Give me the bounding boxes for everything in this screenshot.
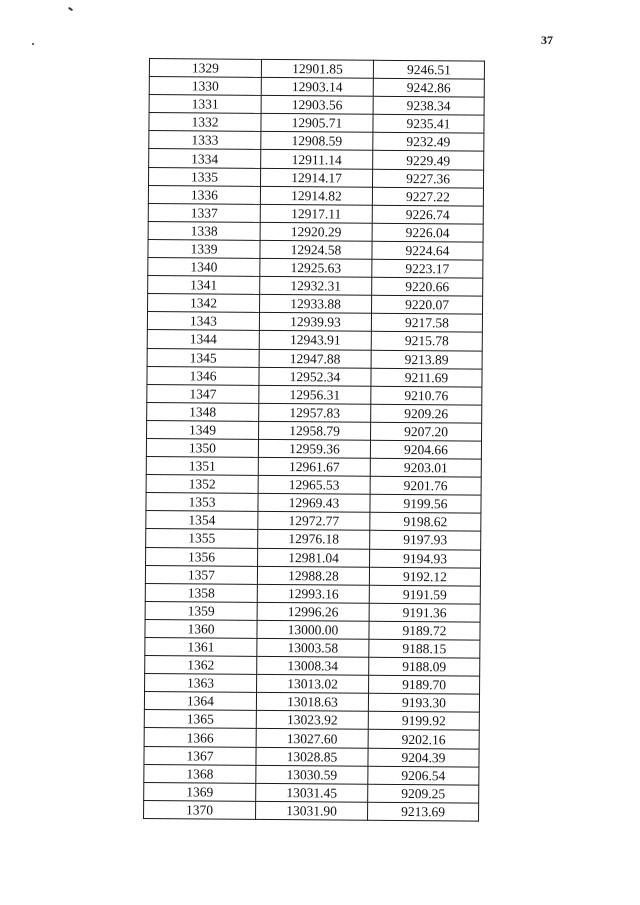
x-coordinate-cell: 12920.29 (260, 222, 372, 241)
table-row (147, 402, 482, 423)
x-coordinate-cell: 12952.34 (259, 367, 371, 386)
x-coordinate-cell: 12901.85 (261, 59, 373, 78)
y-coordinate-cell: 9217.58 (371, 314, 482, 333)
x-coordinate-cell: 12969.43 (258, 494, 370, 513)
point-number-cell: 1344 (147, 330, 259, 349)
table-row (147, 384, 482, 405)
y-coordinate-cell: 9211.69 (371, 368, 482, 387)
x-coordinate-cell: 12903.56 (261, 96, 373, 115)
x-coordinate-cell: 12943.91 (259, 331, 371, 350)
x-coordinate-cell: 12959.36 (258, 439, 370, 458)
y-coordinate-cell: 9227.36 (372, 169, 483, 188)
point-number-cell: 1342 (148, 294, 260, 313)
table-row (144, 692, 479, 713)
point-number-cell: 1357 (145, 565, 257, 584)
y-coordinate-cell: 9201.76 (370, 476, 481, 495)
y-coordinate-cell: 9227.22 (372, 187, 483, 206)
table-row (147, 330, 482, 351)
x-coordinate-cell: 13018.63 (256, 693, 368, 712)
point-number-cell: 1350 (146, 438, 258, 457)
coordinates-table (143, 58, 485, 822)
table-row (147, 420, 482, 441)
table-row (144, 746, 479, 767)
coordinates-table-container (143, 58, 484, 822)
y-coordinate-cell: 9223.17 (372, 259, 483, 278)
point-number-cell: 1341 (148, 276, 260, 295)
table-row (145, 583, 480, 604)
table-row (144, 782, 479, 803)
y-coordinate-cell: 9224.64 (372, 241, 483, 260)
point-number-cell: 1367 (144, 746, 256, 765)
x-coordinate-cell: 12925.63 (260, 258, 372, 277)
y-coordinate-cell: 9197.93 (370, 531, 481, 550)
table-row (145, 619, 480, 640)
point-number-cell: 1360 (145, 619, 257, 638)
y-coordinate-cell: 9193.30 (368, 694, 479, 713)
x-coordinate-cell: 13008.34 (257, 656, 369, 675)
x-coordinate-cell: 13030.59 (256, 765, 368, 784)
point-number-cell: 1329 (149, 59, 261, 78)
y-coordinate-cell: 9199.92 (368, 712, 479, 731)
table-row (148, 276, 483, 297)
point-number-cell: 1362 (145, 656, 257, 675)
x-coordinate-cell: 13000.00 (257, 620, 369, 639)
y-coordinate-cell: 9215.78 (371, 332, 482, 351)
table-row (146, 547, 481, 568)
scan-speck (32, 43, 34, 45)
y-coordinate-cell: 9206.54 (368, 766, 479, 785)
table-row (144, 800, 479, 821)
y-coordinate-cell: 9188.09 (369, 657, 480, 676)
x-coordinate-cell: 12981.04 (258, 548, 370, 567)
point-number-cell: 1369 (144, 782, 256, 801)
y-coordinate-cell: 9204.66 (370, 440, 481, 459)
point-number-cell: 1353 (146, 493, 258, 512)
table-row (144, 728, 479, 749)
point-number-cell: 1330 (149, 77, 261, 96)
table-row (147, 366, 482, 387)
y-coordinate-cell: 9209.25 (368, 784, 479, 803)
point-number-cell: 1355 (146, 529, 258, 548)
table-row (145, 565, 480, 586)
y-coordinate-cell: 9238.34 (373, 96, 484, 115)
table-row (146, 529, 481, 550)
x-coordinate-cell: 12933.88 (260, 295, 372, 314)
x-coordinate-cell: 12908.59 (261, 132, 373, 151)
table-row (146, 438, 481, 459)
x-coordinate-cell: 12911.14 (261, 150, 373, 169)
x-coordinate-cell: 12947.88 (259, 349, 371, 368)
x-coordinate-cell: 12976.18 (258, 530, 370, 549)
y-coordinate-cell: 9209.26 (371, 404, 482, 423)
point-number-cell: 1339 (148, 239, 260, 258)
y-coordinate-cell: 9226.74 (372, 205, 483, 224)
table-row (149, 59, 484, 80)
point-number-cell: 1340 (148, 258, 260, 277)
table-row (146, 475, 481, 496)
x-coordinate-cell: 12939.93 (259, 313, 371, 332)
x-coordinate-cell: 12905.71 (261, 114, 373, 133)
point-number-cell: 1331 (149, 95, 261, 114)
x-coordinate-cell: 12914.17 (260, 168, 372, 187)
table-row (146, 511, 481, 532)
y-coordinate-cell: 9242.86 (373, 78, 484, 97)
x-coordinate-cell: 12957.83 (259, 403, 371, 422)
table-row (147, 312, 482, 333)
table-row (144, 764, 479, 785)
point-number-cell: 1336 (148, 185, 260, 204)
y-coordinate-cell: 9210.76 (371, 386, 482, 405)
table-row (145, 601, 480, 622)
table-row (146, 493, 481, 514)
x-coordinate-cell: 12993.16 (257, 584, 369, 603)
point-number-cell: 1346 (147, 366, 259, 385)
point-number-cell: 1337 (148, 203, 260, 222)
scan-speck (68, 7, 73, 12)
x-coordinate-cell: 13028.85 (256, 747, 368, 766)
table-row (146, 457, 481, 478)
table-row (148, 185, 483, 206)
table-row (149, 167, 484, 188)
table-row (149, 113, 484, 134)
x-coordinate-cell: 13003.58 (257, 638, 369, 657)
coordinates-table-body (144, 59, 485, 822)
y-coordinate-cell: 9198.62 (370, 513, 481, 532)
x-coordinate-cell: 13031.45 (256, 783, 368, 802)
y-coordinate-cell: 9188.15 (369, 639, 480, 658)
y-coordinate-cell: 9189.72 (369, 621, 480, 640)
table-row (148, 294, 483, 315)
table-row (144, 710, 479, 731)
x-coordinate-cell: 12988.28 (257, 566, 369, 585)
y-coordinate-cell: 9204.39 (368, 748, 479, 767)
x-coordinate-cell: 12996.26 (257, 602, 369, 621)
y-coordinate-cell: 9203.01 (370, 458, 481, 477)
point-number-cell: 1334 (149, 149, 261, 168)
x-coordinate-cell: 12917.11 (260, 204, 372, 223)
point-number-cell: 1338 (148, 221, 260, 240)
table-row (148, 258, 483, 279)
point-number-cell: 1345 (147, 348, 259, 367)
point-number-cell: 1352 (146, 475, 258, 494)
table-row (148, 239, 483, 260)
point-number-cell: 1332 (149, 113, 261, 132)
point-number-cell: 1354 (146, 511, 258, 530)
point-number-cell: 1359 (145, 601, 257, 620)
point-number-cell: 1333 (149, 131, 261, 150)
point-number-cell: 1361 (145, 637, 257, 656)
y-coordinate-cell: 9226.04 (372, 223, 483, 242)
x-coordinate-cell: 12972.77 (258, 512, 370, 531)
x-coordinate-cell: 12932.31 (260, 277, 372, 296)
x-coordinate-cell: 13027.60 (256, 729, 368, 748)
x-coordinate-cell: 12956.31 (259, 385, 371, 404)
x-coordinate-cell: 12924.58 (260, 240, 372, 259)
point-number-cell: 1335 (149, 167, 261, 186)
y-coordinate-cell: 9220.07 (371, 295, 482, 314)
y-coordinate-cell: 9207.20 (371, 422, 482, 441)
table-row (145, 637, 480, 658)
table-row (145, 656, 480, 677)
y-coordinate-cell: 9213.89 (371, 350, 482, 369)
table-row (145, 674, 480, 695)
point-number-cell: 1358 (145, 583, 257, 602)
y-coordinate-cell: 9199.56 (370, 494, 481, 513)
point-number-cell: 1364 (144, 692, 256, 711)
x-coordinate-cell: 13031.90 (256, 801, 368, 820)
y-coordinate-cell: 9235.41 (373, 115, 484, 134)
point-number-cell: 1370 (144, 800, 256, 819)
x-coordinate-cell: 12903.14 (261, 77, 373, 96)
y-coordinate-cell: 9229.49 (373, 151, 484, 170)
x-coordinate-cell: 13023.92 (256, 711, 368, 730)
x-coordinate-cell: 12961.67 (258, 457, 370, 476)
point-number-cell: 1356 (146, 547, 258, 566)
point-number-cell: 1343 (147, 312, 259, 331)
point-number-cell: 1365 (144, 710, 256, 729)
table-row (149, 95, 484, 116)
x-coordinate-cell: 12914.82 (260, 186, 372, 205)
point-number-cell: 1363 (145, 674, 257, 693)
y-coordinate-cell: 9191.59 (369, 585, 480, 604)
y-coordinate-cell: 9192.12 (369, 567, 480, 586)
y-coordinate-cell: 9232.49 (373, 133, 484, 152)
table-row (147, 348, 482, 369)
y-coordinate-cell: 9191.36 (369, 603, 480, 622)
table-row (149, 77, 484, 98)
point-number-cell: 1351 (146, 457, 258, 476)
point-number-cell: 1348 (147, 402, 259, 421)
table-row (149, 131, 484, 152)
point-number-cell: 1349 (147, 420, 259, 439)
y-coordinate-cell: 9213.69 (368, 802, 479, 821)
x-coordinate-cell: 12958.79 (259, 421, 371, 440)
y-coordinate-cell: 9246.51 (373, 60, 484, 79)
point-number-cell: 1347 (147, 384, 259, 403)
page-number: 37 (541, 33, 553, 47)
y-coordinate-cell: 9194.93 (370, 549, 481, 568)
point-number-cell: 1368 (144, 764, 256, 783)
table-row (148, 221, 483, 242)
table-row (148, 203, 483, 224)
x-coordinate-cell: 12965.53 (258, 476, 370, 495)
y-coordinate-cell: 9202.16 (368, 730, 479, 749)
y-coordinate-cell: 9189.70 (369, 675, 480, 694)
y-coordinate-cell: 9220.66 (372, 277, 483, 296)
point-number-cell: 1366 (144, 728, 256, 747)
table-row (149, 149, 484, 170)
x-coordinate-cell: 13013.02 (257, 675, 369, 694)
